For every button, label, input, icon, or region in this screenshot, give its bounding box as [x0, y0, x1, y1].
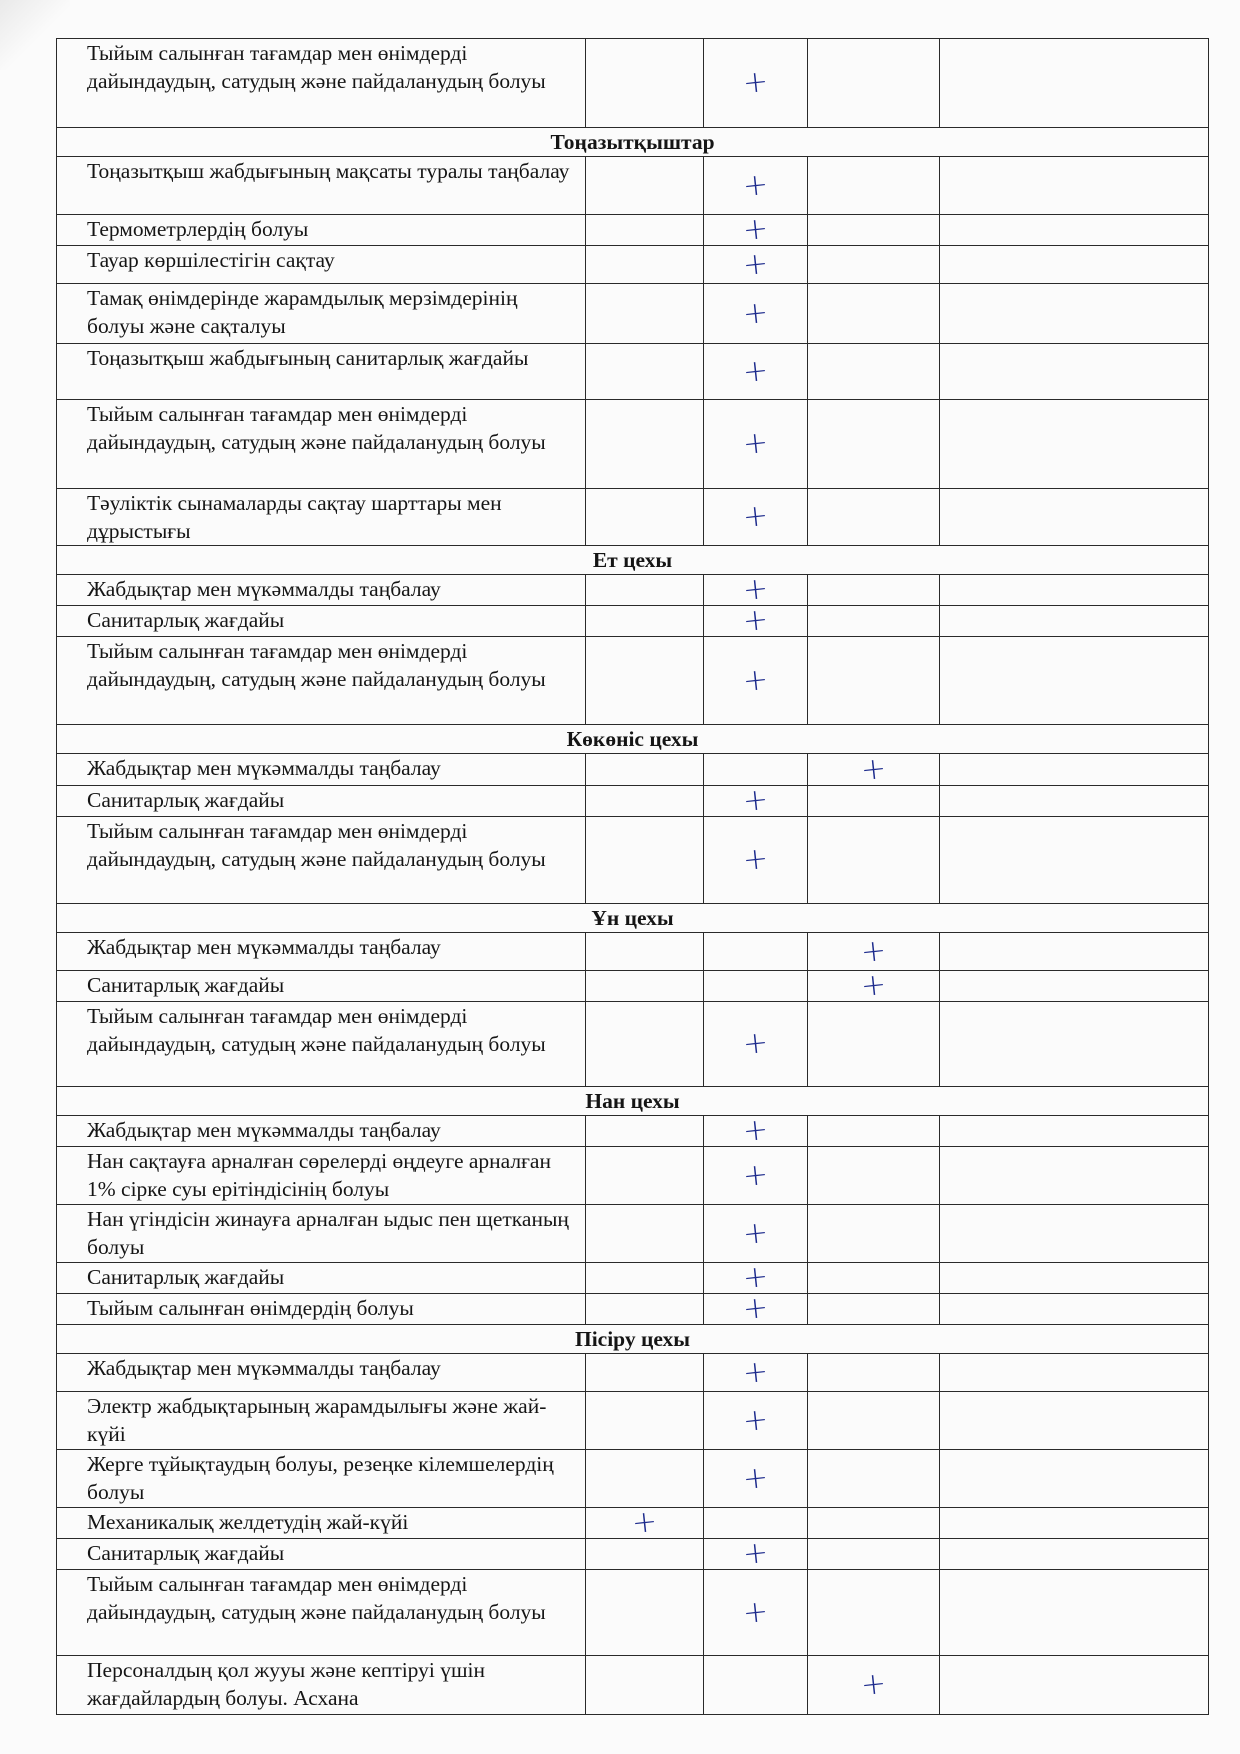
section-header-row — [57, 128, 1209, 157]
handwritten-plus-mark: + — [859, 966, 888, 1005]
mark-cell-col-1 — [586, 1503, 704, 1542]
mark-cell-col-1 — [586, 1147, 704, 1205]
mark-cell-col-1 — [586, 1294, 704, 1325]
criterion-text: Тыйым салынған тағамдар мен өнімдерді дайындаудың, сатудың және пайдаланудың болуы — [57, 1002, 586, 1087]
mark-cell-col-4 — [940, 1450, 1209, 1508]
mark-cell-col-2 — [704, 210, 808, 249]
handwritten-plus-mark: + — [741, 1214, 770, 1252]
handwritten-plus-mark: + — [741, 210, 770, 249]
mark-cell-col-4 — [940, 39, 1209, 128]
criterion-text: Санитарлық жағдайы — [57, 971, 586, 1002]
mark-cell-col-4 — [940, 1002, 1209, 1087]
mark-cell-col-2 — [704, 1570, 808, 1656]
handwritten-plus-mark: + — [741, 1156, 770, 1194]
checklist-row — [57, 1656, 1209, 1715]
mark-cell-col-3 — [808, 637, 940, 725]
checklist-row — [57, 817, 1209, 904]
checklist-row — [57, 754, 1209, 786]
mark-cell-col-4 — [940, 400, 1209, 489]
checklist-row — [57, 933, 1209, 971]
section-title: Көкөніс цехы — [57, 725, 1209, 754]
mark-cell-col-4 — [940, 344, 1209, 400]
handwritten-plus-mark: + — [741, 1534, 770, 1573]
mark-cell-col-3 — [808, 1508, 940, 1539]
criterion-text: Жерге тұйықтаудың болуы, резеңке кілемшелердің болуы — [57, 1450, 586, 1508]
checklist-row — [57, 1116, 1209, 1147]
mark-cell-col-2 — [704, 1354, 808, 1392]
checklist-row — [57, 1450, 1209, 1508]
checklist-row — [57, 246, 1209, 284]
mark-cell-col-1 — [586, 1205, 704, 1263]
mark-cell-col-2 — [704, 933, 808, 971]
handwritten-plus-mark: + — [741, 570, 770, 609]
handwritten-plus-mark: + — [741, 352, 770, 390]
mark-cell-col-3 — [808, 39, 940, 128]
section-header-row — [57, 725, 1209, 754]
criterion-text: Жабдықтар мен мүкәммалды таңбалау — [57, 933, 586, 971]
mark-cell-col-1 — [586, 606, 704, 637]
mark-cell-col-3 — [808, 1205, 940, 1263]
mark-cell-col-3 — [808, 284, 940, 344]
mark-cell-col-3 — [808, 1002, 940, 1087]
mark-cell-col-4 — [940, 1147, 1209, 1205]
mark-cell-col-4 — [940, 284, 1209, 344]
checklist-row — [57, 284, 1209, 344]
mark-cell-col-2 — [704, 1258, 808, 1297]
handwritten-plus-mark: + — [741, 1401, 770, 1439]
mark-cell-col-3 — [808, 246, 940, 284]
handwritten-plus-mark: + — [859, 750, 888, 788]
criterion-text: Жабдықтар мен мүкәммалды таңбалау — [57, 754, 586, 786]
mark-cell-col-1 — [586, 1656, 704, 1715]
criterion-text: Тыйым салынған тағамдар мен өнімдерді дайындаудың, сатудың және пайдаланудың болуы — [57, 637, 586, 725]
mark-cell-col-4 — [940, 157, 1209, 215]
checklist-row — [57, 971, 1209, 1002]
mark-cell-col-2 — [704, 781, 808, 820]
mark-cell-col-3 — [808, 489, 940, 546]
handwritten-plus-mark: + — [741, 245, 770, 283]
handwritten-plus-mark: + — [741, 1111, 770, 1150]
mark-cell-col-1 — [586, 1570, 704, 1656]
mark-cell-col-4 — [940, 1570, 1209, 1656]
handwritten-plus-mark: + — [741, 63, 770, 102]
mark-cell-col-3 — [808, 750, 940, 788]
mark-cell-col-4 — [940, 1539, 1209, 1570]
criterion-text: Термометрлердің болуы — [57, 215, 586, 246]
checklist-row — [57, 1205, 1209, 1263]
mark-cell-col-4 — [940, 817, 1209, 904]
mark-cell-col-2 — [704, 817, 808, 904]
criterion-text: Нан сақтауға арналған сөрелерді өңдеуге арналған 1% сірке суы ерітіндісінің болуы — [57, 1147, 586, 1205]
mark-cell-col-2 — [704, 246, 808, 284]
criterion-text: Жабдықтар мен мүкәммалды таңбалау — [57, 1116, 586, 1147]
handwritten-plus-mark: + — [741, 166, 770, 204]
mark-cell-col-2 — [704, 637, 808, 725]
mark-cell-col-3 — [808, 1354, 940, 1392]
criterion-text: Тыйым салынған тағамдар мен өнімдерді дайындаудың, сатудың және пайдаланудың болуы — [57, 39, 586, 128]
criterion-text: Тыйым салынған тағамдар мен өнімдерді дайындаудың, сатудың және пайдаланудың болуы — [57, 400, 586, 489]
mark-cell-col-3 — [808, 344, 940, 400]
mark-cell-col-4 — [940, 1354, 1209, 1392]
criterion-text: Санитарлық жағдайы — [57, 786, 586, 817]
mark-cell-col-1 — [586, 157, 704, 215]
handwritten-plus-mark: + — [741, 1024, 770, 1063]
mark-cell-col-2 — [704, 1508, 808, 1539]
handwritten-plus-mark: + — [741, 497, 770, 536]
handwritten-plus-mark: + — [741, 294, 770, 332]
mark-cell-col-3 — [808, 1450, 940, 1508]
mark-cell-col-3 — [808, 1570, 940, 1656]
mark-cell-col-4 — [940, 489, 1209, 546]
criterion-text: Тоңазытқыш жабдығының санитарлық жағдайы — [57, 344, 586, 400]
mark-cell-col-2 — [704, 344, 808, 400]
checklist-row — [57, 1263, 1209, 1294]
mark-cell-col-1 — [586, 1263, 704, 1294]
checklist-row — [57, 1147, 1209, 1205]
checklist-row — [57, 1508, 1209, 1539]
mark-cell-col-4 — [940, 637, 1209, 725]
mark-cell-col-3 — [808, 1392, 940, 1450]
mark-cell-col-1 — [586, 786, 704, 817]
section-title: Пісіру цехы — [57, 1325, 1209, 1354]
criterion-text: Тоңазытқыш жабдығының мақсаты туралы таңбалау — [57, 157, 586, 215]
mark-cell-col-2 — [704, 157, 808, 215]
mark-cell-col-2 — [704, 400, 808, 489]
mark-cell-col-3 — [808, 575, 940, 606]
mark-cell-col-1 — [586, 971, 704, 1002]
criterion-text: Тамақ өнімдерінде жарамдылық мерзімдерінің болуы және сақталуы — [57, 284, 586, 344]
mark-cell-col-1 — [586, 817, 704, 904]
mark-cell-col-1 — [586, 1354, 704, 1392]
mark-cell-col-2 — [704, 1111, 808, 1150]
criterion-text: Персоналдың қол жууы және кептіруі үшін жағдайлардың болуы. Асхана — [57, 1656, 586, 1715]
criterion-text: Электр жабдықтарының жарамдылығы және жай-күйі — [57, 1392, 586, 1450]
mark-cell-col-3 — [808, 1263, 940, 1294]
mark-cell-col-4 — [940, 1116, 1209, 1147]
section-title: Ет цехы — [57, 546, 1209, 575]
checklist-row — [57, 786, 1209, 817]
section-title: Ұн цехы — [57, 904, 1209, 933]
criterion-text: Тыйым салынған тағамдар мен өнімдерді дайындаудың, сатудың және пайдаланудың болуы — [57, 1570, 586, 1656]
mark-cell-col-4 — [940, 786, 1209, 817]
section-title: Тоңазытқыштар — [57, 128, 1209, 157]
handwritten-plus-mark: + — [741, 1459, 770, 1497]
handwritten-plus-mark: + — [741, 781, 770, 820]
mark-cell-col-2 — [704, 754, 808, 786]
criterion-text: Тыйым салынған тағамдар мен өнімдерді дайындаудың, сатудың және пайдаланудың болуы — [57, 817, 586, 904]
mark-cell-col-1 — [586, 1392, 704, 1450]
mark-cell-col-1 — [586, 575, 704, 606]
checklist-row — [57, 575, 1209, 606]
handwritten-plus-mark: + — [859, 1665, 888, 1704]
mark-cell-col-3 — [808, 606, 940, 637]
mark-cell-col-3 — [808, 400, 940, 489]
handwritten-plus-mark: + — [741, 424, 770, 463]
criterion-text: Механикалық желдетудің жай-күйі — [57, 1508, 586, 1539]
mark-cell-col-2 — [704, 489, 808, 546]
mark-cell-col-4 — [940, 1508, 1209, 1539]
mark-cell-col-2 — [704, 1656, 808, 1715]
checklist-row — [57, 1002, 1209, 1087]
mark-cell-col-3 — [808, 215, 940, 246]
mark-cell-col-3 — [808, 1294, 940, 1325]
mark-cell-col-2 — [704, 1002, 808, 1087]
mark-cell-col-1 — [586, 489, 704, 546]
mark-cell-col-1 — [586, 933, 704, 971]
criterion-text: Санитарлық жағдайы — [57, 606, 586, 637]
mark-cell-col-1 — [586, 246, 704, 284]
section-header-row — [57, 546, 1209, 575]
mark-cell-col-1 — [586, 284, 704, 344]
mark-cell-col-3 — [808, 1539, 940, 1570]
mark-cell-col-3 — [808, 157, 940, 215]
mark-cell-col-1 — [586, 344, 704, 400]
mark-cell-col-4 — [940, 215, 1209, 246]
criterion-text: Санитарлық жағдайы — [57, 1263, 586, 1294]
mark-cell-col-4 — [940, 754, 1209, 786]
mark-cell-col-2 — [704, 284, 808, 344]
mark-cell-col-2 — [704, 1450, 808, 1508]
mark-cell-col-4 — [940, 933, 1209, 971]
mark-cell-col-4 — [940, 246, 1209, 284]
checklist-row — [57, 489, 1209, 546]
section-header-row — [57, 1087, 1209, 1116]
handwritten-plus-mark: + — [630, 1503, 659, 1542]
checklist-row — [57, 1354, 1209, 1392]
checklist-row — [57, 215, 1209, 246]
handwritten-plus-mark: + — [741, 1593, 770, 1631]
mark-cell-col-1 — [586, 1116, 704, 1147]
criterion-text: Нан үгіндісін жинауға арналған ыдыс пен щетканың болуы — [57, 1205, 586, 1263]
mark-cell-col-2 — [704, 1534, 808, 1573]
handwritten-plus-mark: + — [741, 1289, 770, 1328]
mark-cell-col-2 — [704, 601, 808, 640]
section-title: Нан цехы — [57, 1087, 1209, 1116]
checklist-row — [57, 344, 1209, 400]
mark-cell-col-1 — [586, 637, 704, 725]
mark-cell-col-3 — [808, 1147, 940, 1205]
checklist-row — [57, 400, 1209, 489]
checklist-row — [57, 1570, 1209, 1656]
handwritten-plus-mark: + — [741, 1258, 770, 1297]
mark-cell-col-4 — [940, 1392, 1209, 1450]
inspection-checklist-table — [56, 38, 1209, 1715]
mark-cell-col-2 — [704, 1392, 808, 1450]
criterion-text: Санитарлық жағдайы — [57, 1539, 586, 1570]
mark-cell-col-1 — [586, 39, 704, 128]
checklist-row — [57, 39, 1209, 128]
mark-cell-col-4 — [940, 575, 1209, 606]
section-header-row — [57, 1325, 1209, 1354]
mark-cell-col-2 — [704, 1147, 808, 1205]
handwritten-plus-mark: + — [741, 601, 770, 640]
mark-cell-col-2 — [704, 1205, 808, 1263]
checklist-row — [57, 1392, 1209, 1450]
mark-cell-col-4 — [940, 606, 1209, 637]
handwritten-plus-mark: + — [741, 840, 770, 879]
mark-cell-col-1 — [586, 1450, 704, 1508]
checklist-row — [57, 637, 1209, 725]
mark-cell-col-1 — [586, 215, 704, 246]
section-header-row — [57, 904, 1209, 933]
mark-cell-col-4 — [940, 1656, 1209, 1715]
mark-cell-col-4 — [940, 1205, 1209, 1263]
mark-cell-col-1 — [586, 1539, 704, 1570]
criterion-text: Тыйым салынған өнімдердің болуы — [57, 1294, 586, 1325]
mark-cell-col-1 — [586, 754, 704, 786]
checklist-row — [57, 1539, 1209, 1570]
mark-cell-col-1 — [586, 400, 704, 489]
mark-cell-col-1 — [586, 1002, 704, 1087]
mark-cell-col-3 — [808, 933, 940, 971]
mark-cell-col-2 — [704, 1289, 808, 1328]
criterion-text: Тәуліктік сынамаларды сақтау шарттары мен дұрыстығы — [57, 489, 586, 546]
mark-cell-col-2 — [704, 971, 808, 1002]
handwritten-plus-mark: + — [741, 1353, 770, 1391]
checklist-row — [57, 606, 1209, 637]
criterion-text: Жабдықтар мен мүкәммалды таңбалау — [57, 575, 586, 606]
mark-cell-col-3 — [808, 817, 940, 904]
mark-cell-col-2 — [704, 570, 808, 609]
checklist-row — [57, 1294, 1209, 1325]
criterion-text: Жабдықтар мен мүкәммалды таңбалау — [57, 1354, 586, 1392]
mark-cell-col-2 — [704, 39, 808, 128]
checklist-body — [57, 39, 1209, 1715]
handwritten-plus-mark: + — [859, 932, 888, 970]
mark-cell-col-3 — [808, 786, 940, 817]
handwritten-plus-mark: + — [741, 661, 770, 699]
mark-cell-col-3 — [808, 966, 940, 1005]
mark-cell-col-4 — [940, 1294, 1209, 1325]
mark-cell-col-3 — [808, 1656, 940, 1715]
mark-cell-col-3 — [808, 1116, 940, 1147]
mark-cell-col-4 — [940, 971, 1209, 1002]
criterion-text: Тауар көршілестігін сақтау — [57, 246, 586, 284]
checklist-row — [57, 157, 1209, 215]
mark-cell-col-4 — [940, 1263, 1209, 1294]
